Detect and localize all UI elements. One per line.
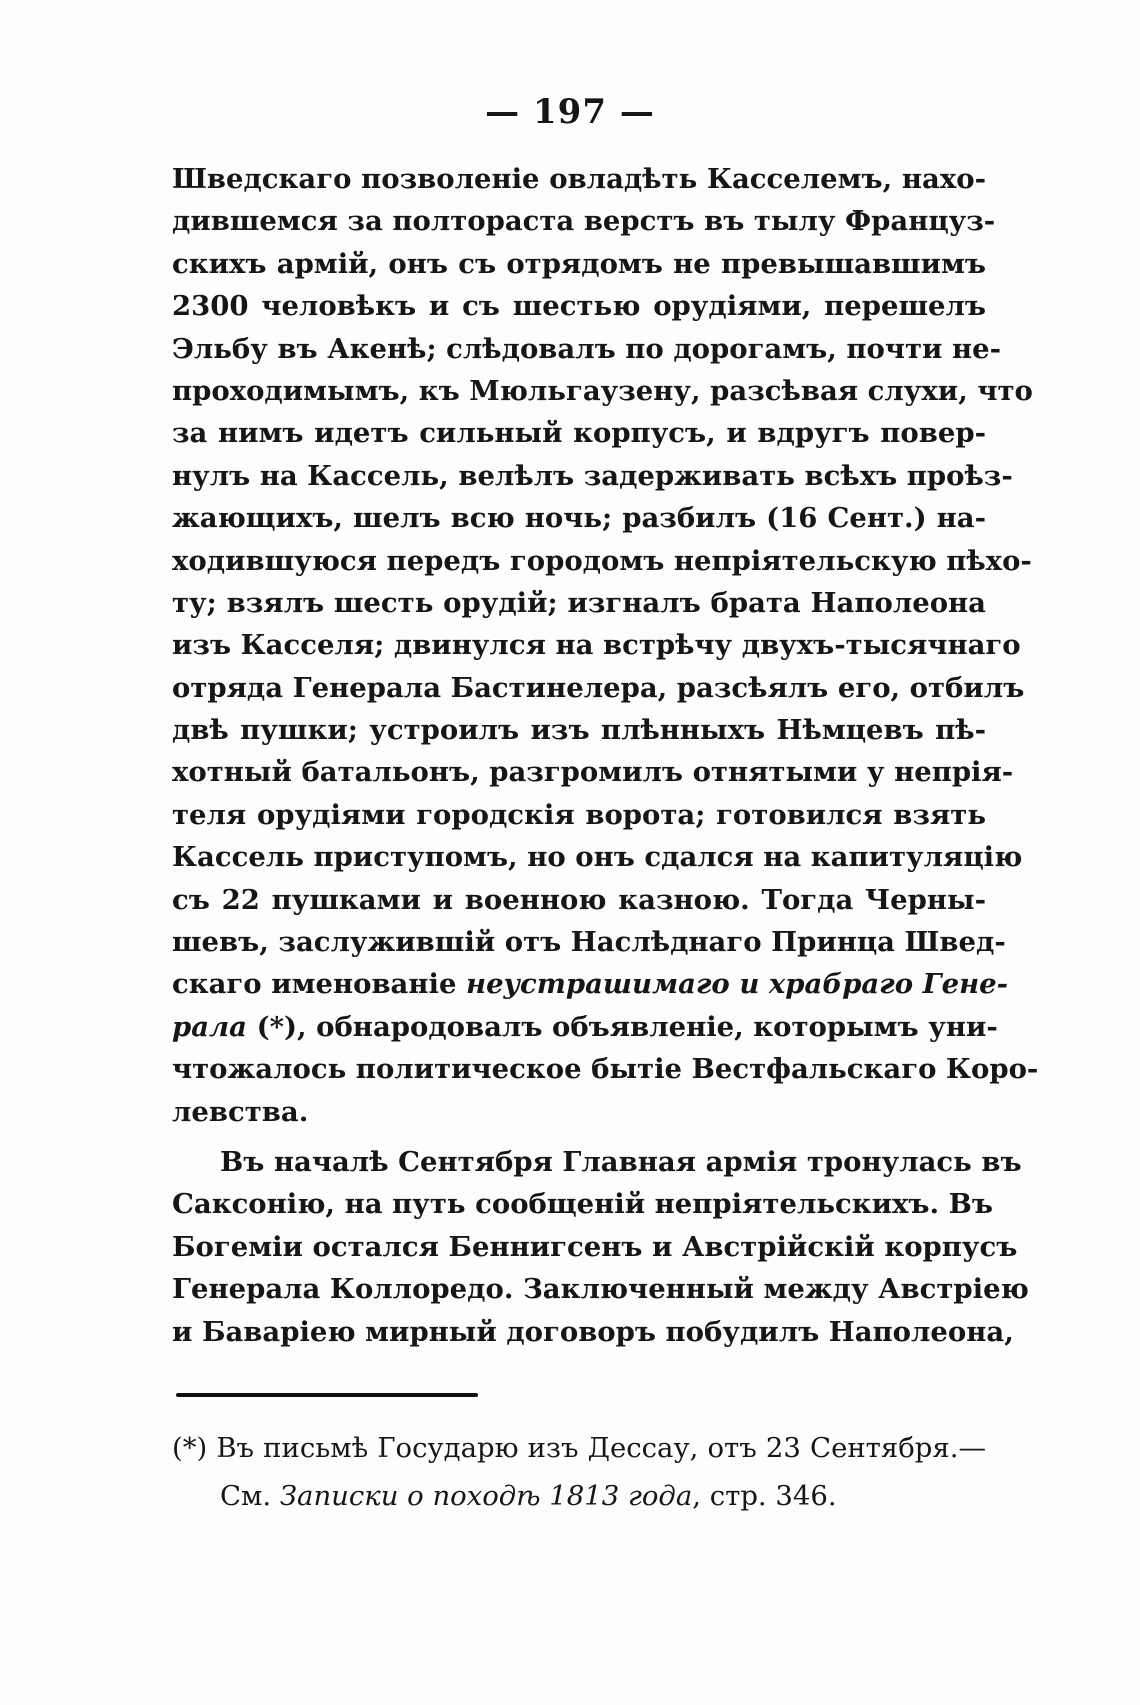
text-line: отряда Генерала Бастинелера, разсѣялъ его, отбилъ — [172, 671, 1025, 704]
text-line: шевъ, заслужившій отъ Наслѣднаго Принца Швед- — [172, 926, 1006, 959]
text-line: нулъ на Кассель, велѣлъ задерживать всѣхъ проѣз- — [172, 459, 1013, 492]
text-line: жающихъ, шелъ всю ночь; разбилъ (16 Сент.) на- — [172, 502, 986, 535]
footnote-italic-title: Записки о походѣ 1813 года — [279, 1480, 693, 1512]
main-text — [172, 158, 1039, 1353]
text-line: ту; взялъ шесть орудій; изгналъ брата Наполеона — [172, 586, 986, 619]
footnote — [172, 1424, 986, 1520]
text-line: съ 22 пушками и военною казною. Тогда Черны- — [172, 883, 986, 916]
text-line: Шведскаго позволеніе овладѣть Касселемъ, нахо- — [172, 163, 986, 195]
text-line: левства. — [172, 1095, 309, 1128]
text-line: Въ началѣ Сентября Главная армія тронулась въ — [220, 1145, 1022, 1178]
text-line: чтожалось политическое бытіе Вестфальскаго Коро- — [172, 1053, 1039, 1086]
text-line: изъ Касселя; двинулся на встрѣчу двухъ-тысячнаго — [172, 629, 1021, 662]
text-line: Эльбу въ Акенѣ; слѣдовалъ по дорогамъ, почти не- — [172, 332, 1002, 365]
text-line: Кассель приступомъ, но онъ сдался на капитуляцію — [172, 841, 1023, 874]
paragraph-gap — [172, 1133, 986, 1141]
text-line: рала (*), обнародовалъ объявленіе, которымъ уни- — [172, 1010, 998, 1043]
text-line: скаго именованіе неустрашимаго и храбраго Гене- — [172, 968, 1009, 1001]
text-line: двѣ пушки; устроилъ изъ плѣнныхъ Нѣмцевъ пѣ- — [172, 714, 986, 747]
text-line: за нимъ идетъ сильный корпусъ, и вдругъ повер- — [172, 417, 986, 450]
footnote-rule — [176, 1393, 478, 1397]
italic-phrase: неустрашимаго и храбраго Гене- — [466, 968, 1009, 1001]
italic-phrase: рала — [172, 1010, 247, 1043]
text-line: 2300 человѣкъ и съ шестью орудіями, перешелъ — [172, 290, 986, 323]
text-line: Генерала Коллоредо. Заключенный между Австріею — [172, 1273, 1029, 1306]
text-line: дившемся за полтораста верстъ въ тылу Француз- — [172, 205, 996, 238]
text-line: Богеміи остался Беннигсенъ и Австрійскій корпусъ — [172, 1230, 1018, 1263]
text-line: хотный батальонъ, разгромилъ отнятыми у непрія- — [172, 756, 1014, 789]
text-line: скихъ армій, онъ съ отрядомъ не превышавшимъ — [172, 247, 986, 280]
text-line: проходимымъ, къ Мюльгаузену, разсѣвая слухи, что — [172, 374, 1033, 407]
text-line: теля орудіями городскія ворота; готовился взять — [172, 798, 986, 831]
text-line: Саксонію, на путь сообщеній непріятельскихъ. Въ — [172, 1188, 993, 1221]
text-line: ходившуюся передъ городомъ непріятельскую пѣхо- — [172, 544, 1032, 577]
page-number: — 197 — — [485, 92, 655, 132]
footnote-line: См. Записки о походѣ 1813 года, стр. 346. — [220, 1480, 837, 1512]
footnote-line: (*) Въ письмѣ Государю изъ Дессау, отъ 23 Сентября.— — [172, 1432, 986, 1464]
text-line: и Баваріею мирный договоръ побудилъ Наполеона, — [172, 1315, 1014, 1348]
